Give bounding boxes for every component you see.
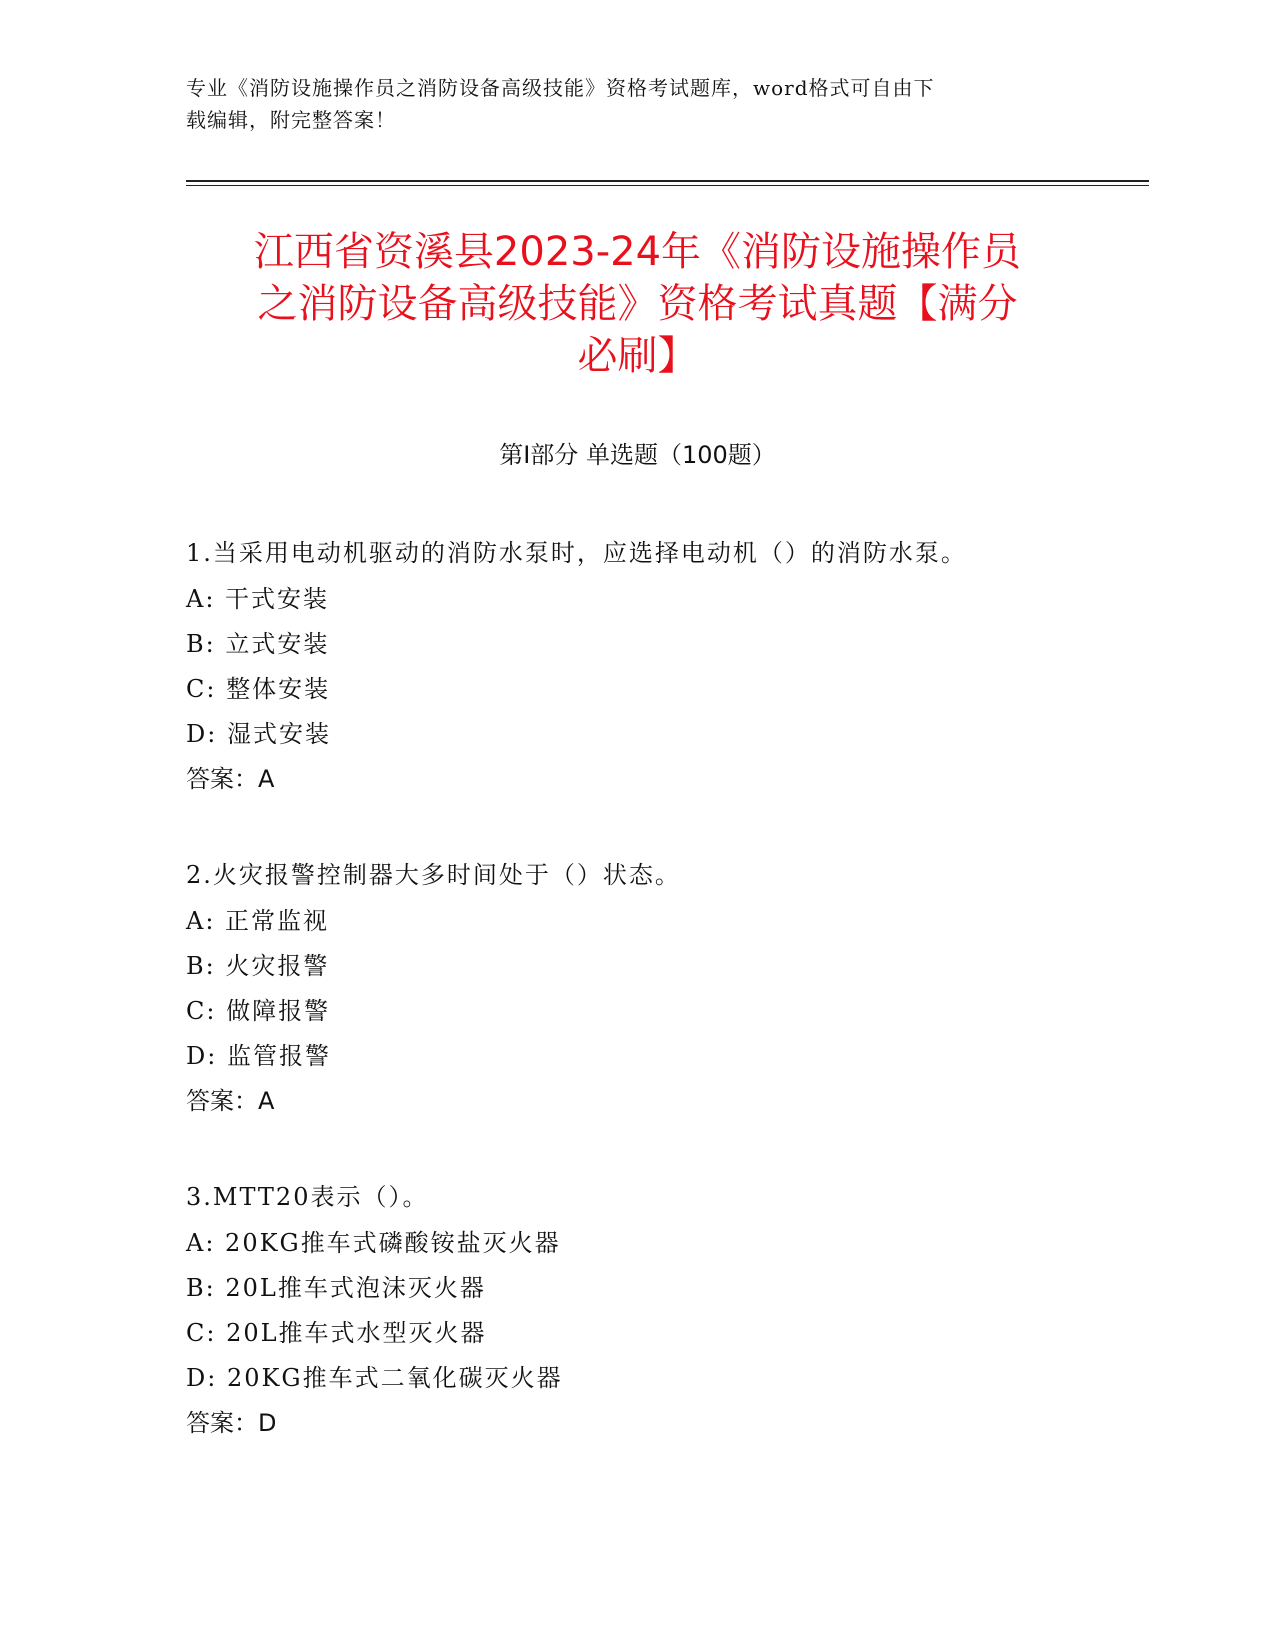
title-line-1: 江西省资溪县2023-24年《消防设施操作员 bbox=[253, 229, 1022, 275]
option-b: B: 立式安装 bbox=[186, 630, 330, 658]
option-a: A: 干式安装 bbox=[186, 585, 330, 613]
option-c: C: 20L推车式水型灭火器 bbox=[186, 1319, 487, 1347]
title-line-3: 必刷】 bbox=[577, 333, 698, 379]
option-b: B: 20L推车式泡沫灭火器 bbox=[186, 1274, 486, 1302]
question-list bbox=[186, 530, 1136, 1496]
question-stem: 3.MTT20表示（）。 bbox=[186, 1183, 429, 1211]
question-stem: 1.当采用电动机驱动的消防水泵时，应选择电动机（）的消防水泵。 bbox=[186, 539, 967, 567]
question-1 bbox=[186, 530, 1136, 802]
option-d: D: 监管报警 bbox=[186, 1042, 331, 1070]
option-d: D: 湿式安装 bbox=[186, 720, 331, 748]
option-c: C: 做障报警 bbox=[186, 997, 331, 1025]
header-rule-thin bbox=[186, 185, 1149, 186]
answer-text: 答案：A bbox=[186, 765, 275, 793]
document-header-note bbox=[186, 72, 1086, 136]
header-note-line-2: 载编辑，附完整答案！ bbox=[186, 108, 396, 132]
header-rule-thick bbox=[186, 180, 1149, 182]
option-a: A: 20KG推车式磷酸铵盐灭火器 bbox=[186, 1229, 561, 1257]
option-c: C: 整体安装 bbox=[186, 675, 331, 703]
option-b: B: 火灾报警 bbox=[186, 952, 330, 980]
title-line-2: 之消防设备高级技能》资格考试真题【满分 bbox=[257, 281, 1018, 327]
answer-text: 答案：D bbox=[186, 1409, 277, 1437]
answer-text: 答案：A bbox=[186, 1087, 275, 1115]
question-stem: 2.火灾报警控制器大多时间处于（）状态。 bbox=[186, 861, 681, 889]
header-note-line-1: 专业《消防设施操作员之消防设备高级技能》资格考试题库，word格式可自由下 bbox=[186, 76, 935, 100]
question-2 bbox=[186, 852, 1136, 1124]
question-3 bbox=[186, 1174, 1136, 1446]
section-heading: 第I部分 单选题（100题） bbox=[499, 441, 776, 469]
option-d: D: 20KG推车式二氧化碳灭火器 bbox=[186, 1364, 563, 1392]
document-title bbox=[150, 226, 1125, 382]
option-a: A: 正常监视 bbox=[186, 907, 330, 935]
